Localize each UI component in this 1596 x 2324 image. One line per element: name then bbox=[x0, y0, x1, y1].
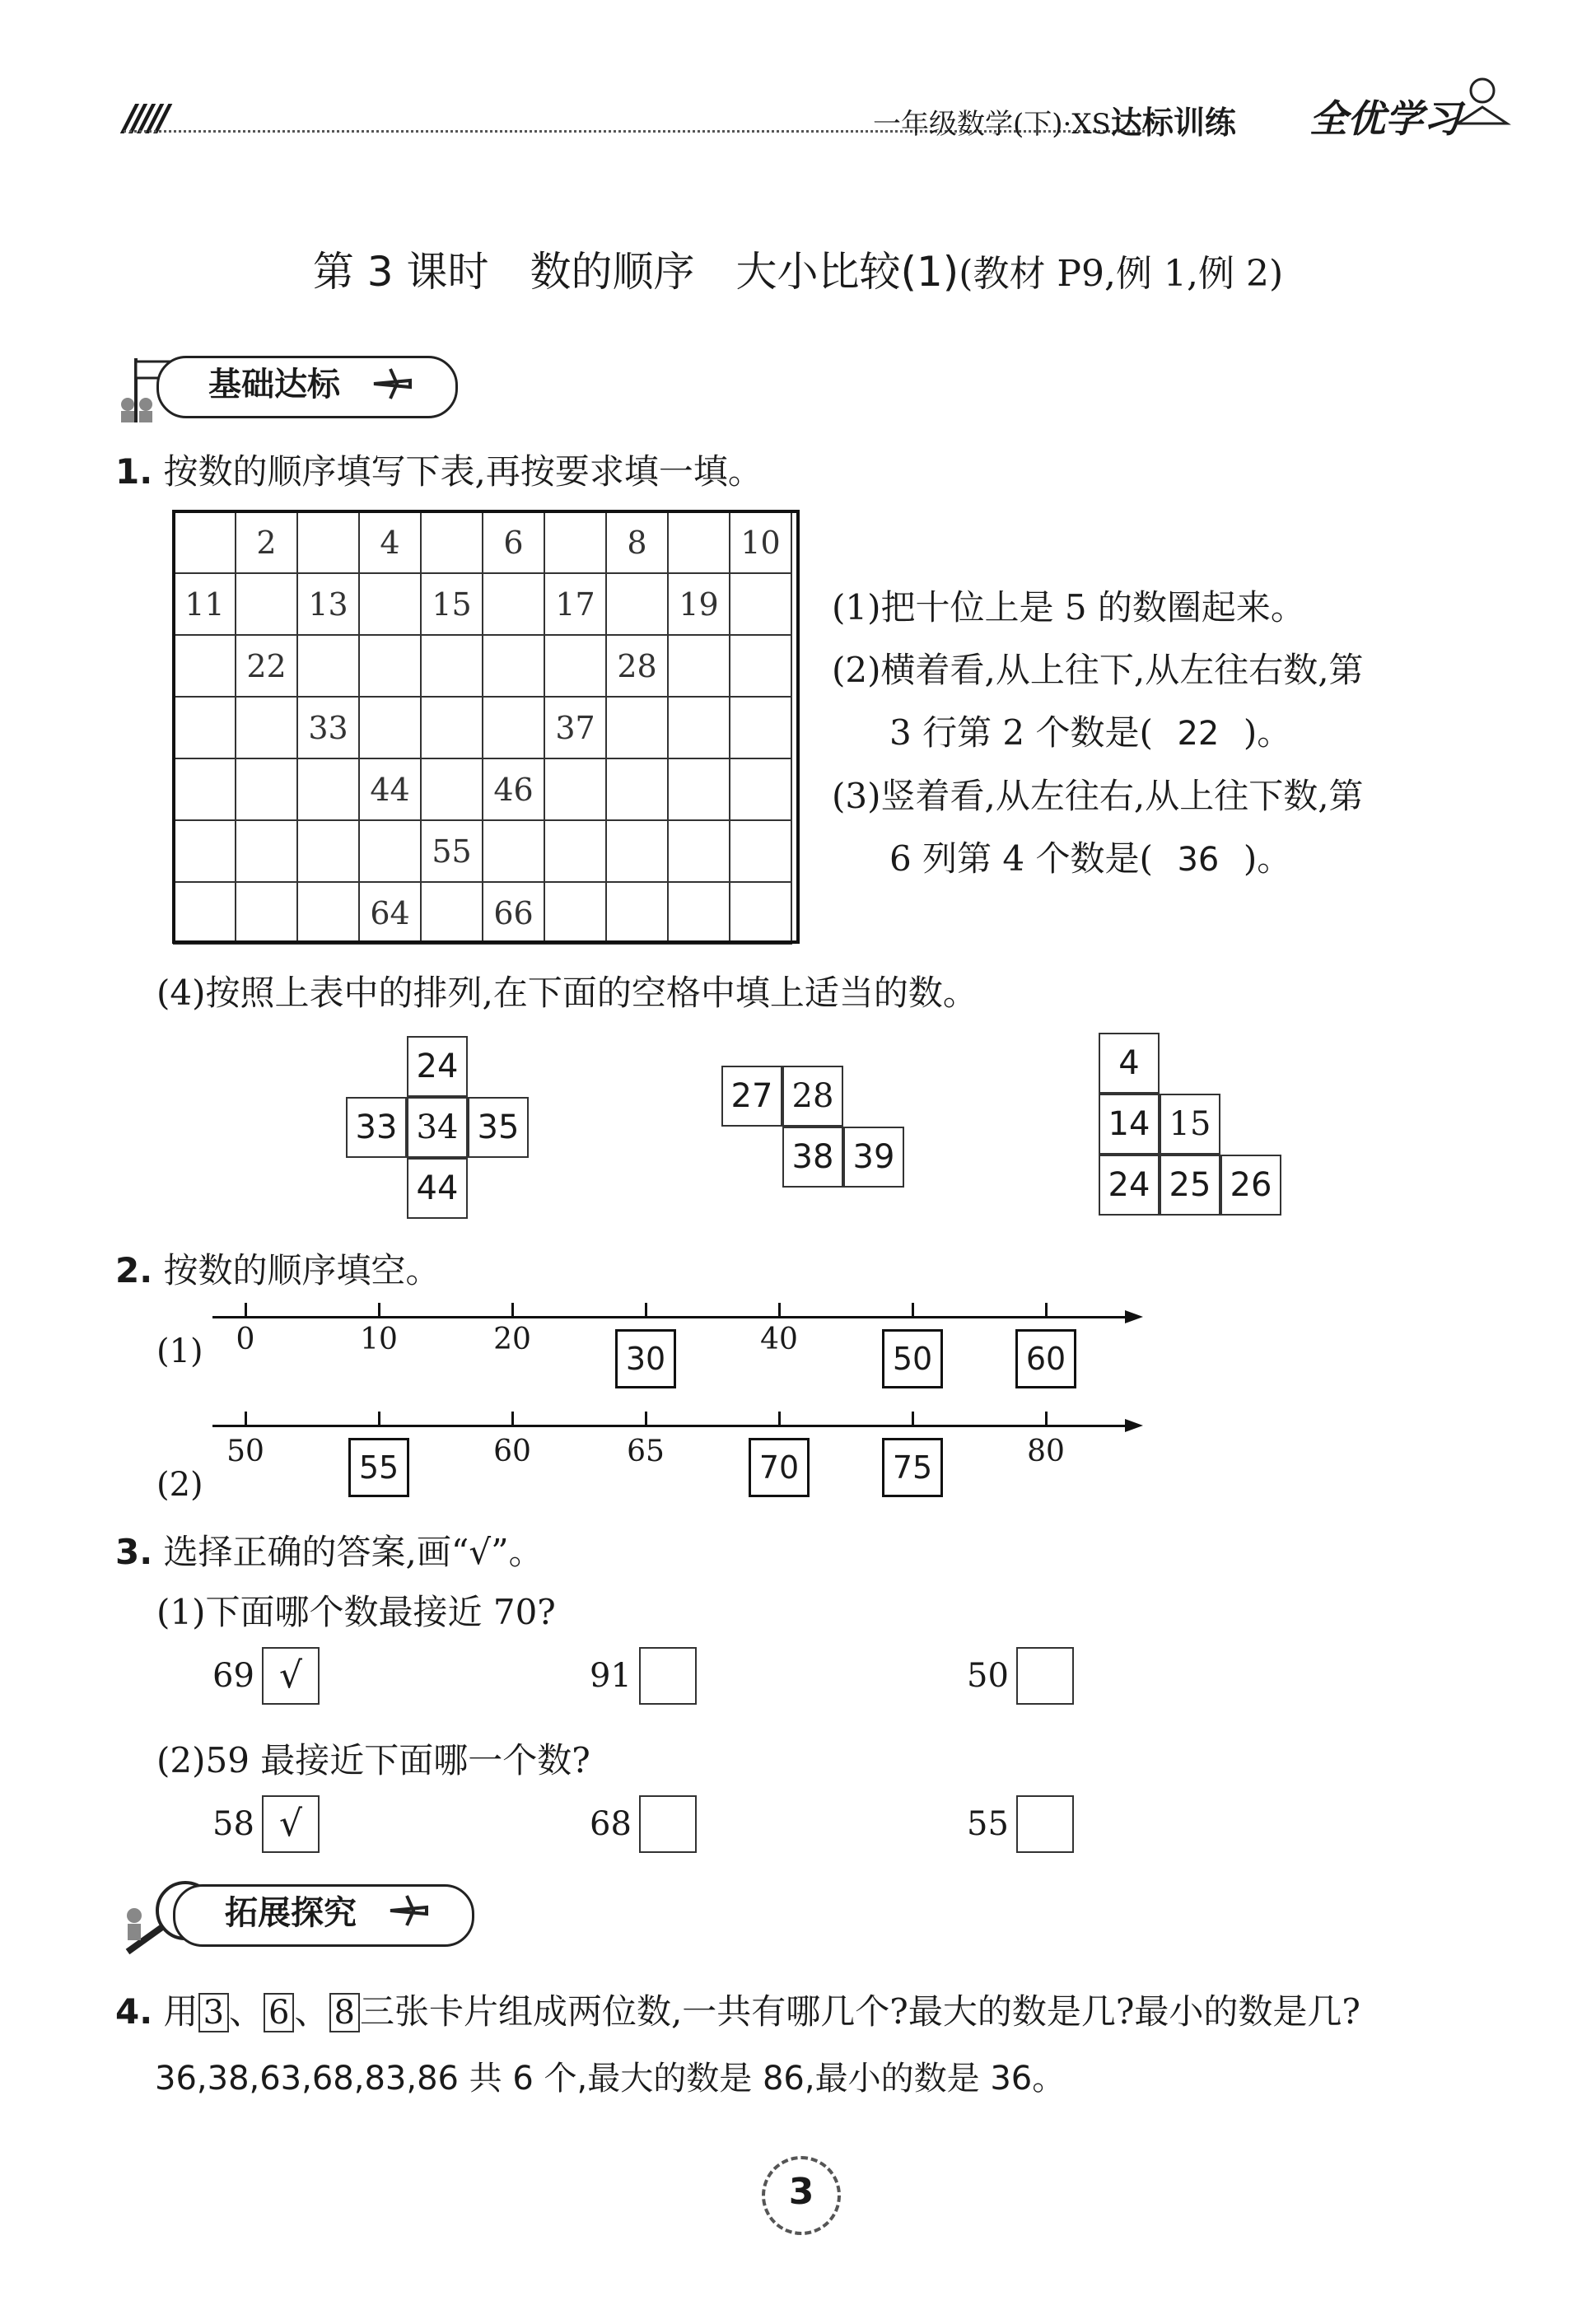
q1-sub3-line2 bbox=[832, 828, 1573, 891]
numberline1-axis bbox=[212, 1316, 1127, 1318]
grid-cell[interactable] bbox=[174, 511, 236, 573]
puzzle1-bottom[interactable]: 44 bbox=[407, 1158, 468, 1219]
hundred-grid bbox=[173, 511, 792, 945]
grid-cell[interactable] bbox=[359, 820, 421, 882]
option-checkbox[interactable] bbox=[639, 1795, 697, 1853]
line2-tick-label: 80 bbox=[1027, 1435, 1065, 1468]
grid-cell[interactable] bbox=[236, 573, 297, 635]
grid-cell[interactable] bbox=[606, 820, 668, 882]
grid-cell[interactable] bbox=[359, 697, 421, 758]
q1-sub3-line1: (3)竖着看,从左往右,从上往下数,第 bbox=[832, 776, 1364, 816]
q4-label: 4. bbox=[115, 1991, 153, 2032]
q1-sub2-prefix: 3 行第 2 个数是( bbox=[889, 712, 1153, 753]
option-checkbox[interactable] bbox=[1016, 1647, 1074, 1705]
grid-cell[interactable] bbox=[730, 820, 791, 882]
grid-cell[interactable] bbox=[730, 882, 791, 944]
q1-text: 按数的顺序填写下表,再按要求填一填。 bbox=[163, 451, 763, 492]
card-8: 8 bbox=[329, 1993, 360, 2032]
grid-row bbox=[174, 758, 791, 820]
line1-tick bbox=[912, 1303, 914, 1318]
q2-text: 按数的顺序填空。 bbox=[163, 1250, 441, 1290]
line2-tick bbox=[511, 1412, 514, 1426]
lesson-title bbox=[0, 239, 1596, 298]
grid-cell[interactable] bbox=[174, 635, 236, 697]
grid-cell[interactable] bbox=[236, 758, 297, 820]
header-brand-logo: 全优学习 bbox=[1309, 96, 1461, 141]
grid-cell[interactable] bbox=[421, 882, 483, 944]
numberline2-axis bbox=[212, 1425, 1127, 1427]
grid-cell[interactable]: 8 bbox=[606, 511, 668, 573]
q4-text-a: 用 bbox=[163, 1991, 198, 2032]
puzzle1-top[interactable]: 24 bbox=[407, 1036, 468, 1097]
grid-cell[interactable] bbox=[606, 758, 668, 820]
grid-cell[interactable] bbox=[297, 511, 359, 573]
grid-row bbox=[174, 820, 791, 882]
line1-tick-label: 10 bbox=[360, 1323, 398, 1356]
puzzle2-a[interactable]: 27 bbox=[721, 1066, 782, 1127]
grid-cell[interactable] bbox=[730, 758, 791, 820]
line1-tick bbox=[245, 1303, 247, 1318]
grid-cell[interactable]: 4 bbox=[359, 511, 421, 573]
puzzle2-d[interactable]: 39 bbox=[843, 1127, 904, 1188]
line2-answer-box[interactable]: 55 bbox=[348, 1438, 409, 1497]
line2-tick-label: 65 bbox=[627, 1435, 665, 1468]
puzzle1-left[interactable]: 33 bbox=[346, 1097, 407, 1158]
line1-answer-box[interactable]: 50 bbox=[882, 1329, 943, 1388]
line1-tick bbox=[378, 1303, 380, 1318]
q2-label: 2. bbox=[115, 1250, 153, 1290]
page-number: 3 bbox=[762, 2156, 841, 2235]
grid-cell[interactable] bbox=[668, 697, 730, 758]
grid-cell[interactable]: 19 bbox=[668, 573, 730, 635]
puzzle3-a[interactable]: 4 bbox=[1099, 1033, 1160, 1094]
lesson-title-main: 第 3 课时 数的顺序 大小比较(1) bbox=[312, 248, 959, 296]
numberline1-arrow bbox=[1125, 1310, 1143, 1323]
grid-cell[interactable] bbox=[297, 820, 359, 882]
grid-cell[interactable]: 64 bbox=[359, 882, 421, 944]
line1-answer-box[interactable]: 60 bbox=[1015, 1329, 1076, 1388]
grid-cell[interactable] bbox=[730, 635, 791, 697]
grid-cell[interactable] bbox=[483, 820, 544, 882]
line2-tick bbox=[245, 1412, 247, 1426]
q1-sub2-line2 bbox=[832, 702, 1573, 765]
q1-sub2-suffix: )。 bbox=[1243, 712, 1292, 753]
option-number: 55 bbox=[967, 1805, 1009, 1843]
option-number: 58 bbox=[212, 1805, 254, 1843]
option-checkbox[interactable] bbox=[639, 1647, 697, 1705]
q1-sub3-answer[interactable]: 36 bbox=[1177, 841, 1220, 879]
line1-tick-label: 0 bbox=[236, 1323, 255, 1356]
q1-sub2-answer[interactable]: 22 bbox=[1177, 715, 1220, 753]
grid-cell[interactable] bbox=[668, 635, 730, 697]
section-basic-badge: 基础达标 bbox=[156, 356, 458, 418]
grid-cell[interactable]: 2 bbox=[236, 511, 297, 573]
grid-cell[interactable] bbox=[730, 697, 791, 758]
card-6: 6 bbox=[264, 1993, 294, 2032]
puzzle3-c: 15 bbox=[1160, 1094, 1220, 1155]
header-book: 一年级数学(下)·XS bbox=[873, 108, 1111, 141]
q1-sub1: (1)把十位上是 5 的数圈起来。 bbox=[832, 587, 1305, 628]
grid-cell[interactable] bbox=[297, 882, 359, 944]
grid-cell[interactable]: 11 bbox=[174, 573, 236, 635]
grid-row bbox=[174, 697, 791, 758]
plane-icon-2 bbox=[385, 1888, 432, 1937]
option-checkbox[interactable] bbox=[1016, 1795, 1074, 1853]
plane-icon bbox=[369, 361, 415, 410]
grid-cell[interactable]: 22 bbox=[236, 635, 297, 697]
puzzle3-d[interactable]: 24 bbox=[1099, 1155, 1160, 1216]
grid-row bbox=[174, 511, 791, 573]
grid-cell[interactable] bbox=[544, 820, 606, 882]
line2-tick-label: 60 bbox=[493, 1435, 531, 1468]
grid-cell[interactable] bbox=[483, 635, 544, 697]
q4-sep1: 、 bbox=[229, 1991, 264, 2032]
option-checkbox[interactable]: √ bbox=[262, 1647, 320, 1705]
header-series: 达标训练 bbox=[1110, 104, 1236, 141]
section-extend-badge: 拓展探究 bbox=[173, 1884, 474, 1947]
grid-cell[interactable] bbox=[421, 511, 483, 573]
q1-label: 1. bbox=[115, 451, 153, 492]
grid-cell[interactable] bbox=[421, 697, 483, 758]
line1-tick-label: 40 bbox=[760, 1323, 798, 1356]
grid-cell[interactable] bbox=[606, 697, 668, 758]
grid-row bbox=[174, 882, 791, 944]
grid-cell[interactable]: 15 bbox=[421, 573, 483, 635]
puzzle3-b[interactable]: 14 bbox=[1099, 1094, 1160, 1155]
grid-cell[interactable] bbox=[236, 697, 297, 758]
grid-cell[interactable] bbox=[236, 882, 297, 944]
puzzle1-center: 34 bbox=[407, 1097, 468, 1158]
grid-cell[interactable] bbox=[668, 882, 730, 944]
q1-sub2-line1: (2)横着看,从上往下,从左往右数,第 bbox=[832, 650, 1364, 690]
grid-cell[interactable] bbox=[544, 511, 606, 573]
grid-row bbox=[174, 573, 791, 635]
q3-label: 3. bbox=[115, 1532, 153, 1572]
line2-answer-box[interactable]: 75 bbox=[882, 1438, 943, 1497]
line2-tick bbox=[912, 1412, 914, 1426]
q3-sub2: (2)59 最接近下面哪一个数? bbox=[156, 1740, 590, 1780]
reading-kid-icon bbox=[1449, 74, 1515, 135]
option-number: 68 bbox=[590, 1805, 632, 1843]
grid-cell[interactable]: 46 bbox=[483, 758, 544, 820]
grid-cell[interactable] bbox=[606, 573, 668, 635]
grid-cell[interactable] bbox=[174, 882, 236, 944]
numberline2-label: (2) bbox=[156, 1466, 203, 1504]
grid-cell[interactable]: 17 bbox=[544, 573, 606, 635]
grid-cell[interactable] bbox=[668, 758, 730, 820]
line2-tick bbox=[1045, 1412, 1048, 1426]
grid-cell[interactable] bbox=[174, 697, 236, 758]
grid-cell[interactable] bbox=[174, 820, 236, 882]
grid-cell[interactable] bbox=[174, 758, 236, 820]
grid-row bbox=[174, 635, 791, 697]
option-number: 50 bbox=[967, 1657, 1009, 1695]
puzzle2-b: 28 bbox=[782, 1066, 843, 1127]
header-book-title bbox=[873, 97, 1236, 142]
line2-answer-box[interactable]: 70 bbox=[749, 1438, 810, 1497]
grid-cell[interactable] bbox=[730, 573, 791, 635]
q4-text-b: 三张卡片组成两位数,一共有哪几个?最大的数是几?最小的数是几? bbox=[359, 1991, 1360, 2032]
line2-tick bbox=[778, 1412, 781, 1426]
grid-cell[interactable] bbox=[483, 573, 544, 635]
grid-cell[interactable] bbox=[359, 635, 421, 697]
grid-cell[interactable]: 33 bbox=[297, 697, 359, 758]
numberline2-arrow bbox=[1125, 1419, 1143, 1432]
q4-prompt bbox=[115, 1985, 1360, 2034]
line1-tick bbox=[511, 1303, 514, 1318]
grid-cell[interactable]: 55 bbox=[421, 820, 483, 882]
q4-sep2: 、 bbox=[294, 1991, 329, 2032]
grid-cell[interactable] bbox=[606, 882, 668, 944]
line1-tick-label: 20 bbox=[493, 1323, 531, 1356]
grid-cell[interactable] bbox=[668, 511, 730, 573]
q3-sub1: (1)下面哪个数最接近 70? bbox=[156, 1592, 556, 1632]
q1-subquestions bbox=[832, 576, 1573, 891]
grid-cell[interactable]: 66 bbox=[483, 882, 544, 944]
grid-cell[interactable] bbox=[544, 758, 606, 820]
line2-tick-label: 50 bbox=[226, 1435, 264, 1468]
q1-prompt bbox=[115, 445, 763, 494]
puzzle3-f[interactable]: 26 bbox=[1220, 1155, 1281, 1216]
q2-prompt bbox=[115, 1244, 441, 1293]
grid-cell[interactable] bbox=[544, 882, 606, 944]
option-number: 69 bbox=[212, 1657, 254, 1695]
option-number: 91 bbox=[590, 1657, 632, 1695]
grid-cell[interactable] bbox=[297, 635, 359, 697]
q1-sub3-suffix: )。 bbox=[1243, 838, 1292, 879]
line1-answer-box[interactable]: 30 bbox=[615, 1329, 676, 1388]
card-3: 3 bbox=[198, 1993, 229, 2032]
numberline1-label: (1) bbox=[156, 1332, 203, 1370]
grid-cell[interactable] bbox=[483, 697, 544, 758]
grid-cell[interactable]: 37 bbox=[544, 697, 606, 758]
grid-cell[interactable]: 6 bbox=[483, 511, 544, 573]
grid-cell[interactable]: 44 bbox=[359, 758, 421, 820]
option-checkbox[interactable]: √ bbox=[262, 1795, 320, 1853]
grid-cell[interactable]: 28 bbox=[606, 635, 668, 697]
grid-cell[interactable] bbox=[421, 758, 483, 820]
line2-tick bbox=[378, 1412, 380, 1426]
grid-cell[interactable]: 13 bbox=[297, 573, 359, 635]
puzzle3-e[interactable]: 25 bbox=[1160, 1155, 1220, 1216]
q3-prompt bbox=[115, 1525, 544, 1575]
header-marks: ///// bbox=[124, 97, 166, 139]
line1-tick bbox=[778, 1303, 781, 1318]
grid-cell[interactable]: 10 bbox=[730, 511, 791, 573]
grid-cell[interactable] bbox=[236, 820, 297, 882]
q4-answer[interactable]: 36,38,63,68,83,86 共 6 个,最大的数是 86,最小的数是 36。 bbox=[155, 2060, 1066, 2098]
puzzle2-c[interactable]: 38 bbox=[782, 1127, 843, 1188]
line1-tick bbox=[1045, 1303, 1048, 1318]
line1-tick bbox=[645, 1303, 647, 1318]
line2-tick bbox=[645, 1412, 647, 1426]
lesson-title-ref: (教材 P9,例 1,例 2) bbox=[959, 253, 1284, 295]
q1-sub4: (4)按照上表中的排列,在下面的空格中填上适当的数。 bbox=[156, 973, 978, 1013]
puzzle1-right[interactable]: 35 bbox=[468, 1097, 529, 1158]
grid-cell[interactable] bbox=[359, 573, 421, 635]
q1-sub3-prefix: 6 列第 4 个数是( bbox=[889, 838, 1153, 879]
q3-text: 选择正确的答案,画“√”。 bbox=[163, 1532, 544, 1572]
grid-cell[interactable] bbox=[421, 635, 483, 697]
grid-cell[interactable] bbox=[544, 635, 606, 697]
grid-cell[interactable] bbox=[668, 820, 730, 882]
grid-cell[interactable] bbox=[297, 758, 359, 820]
